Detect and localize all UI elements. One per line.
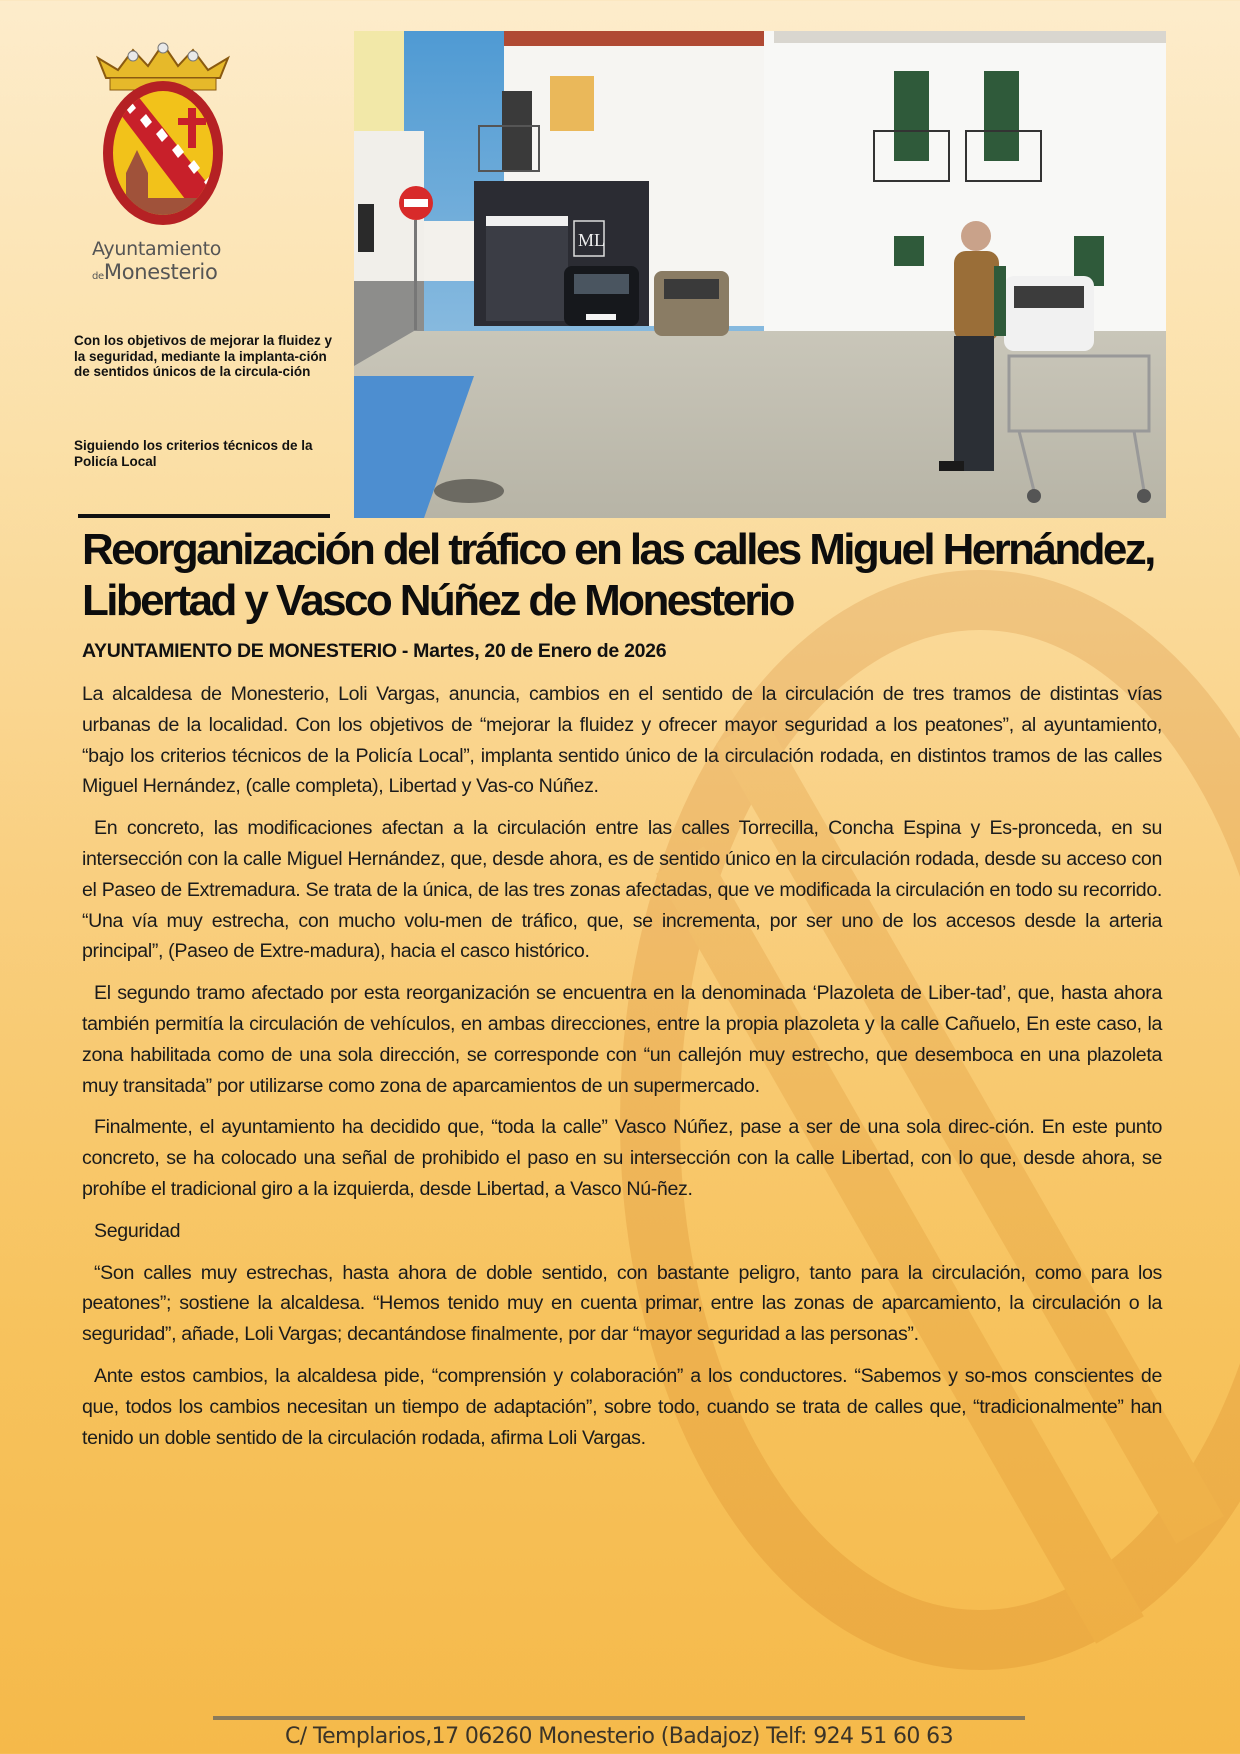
article-byline: AYUNTAMIENTO DE MONESTERIO - Martes, 20 de Enero de 2026	[82, 640, 667, 662]
logo-text-de: de	[92, 271, 104, 282]
footer-divider	[213, 1716, 1025, 1720]
logo-text-monesterio	[92, 260, 252, 284]
article-paragraph: “Son calles muy estrechas, hasta ahora de doble sentido, con bastante peligro, tanto para la circulación, como para los peatones”; sostiene la alcaldesa. “Hemos tenido muy en cuenta primar, entre las zonas de aparcamiento, la circulación o la seguridad”, añade, Loli Vargas; decantándose finalmente, por dar “mayor seguridad a las personas”.	[82, 1261, 1162, 1346]
article-paragraph: El segundo tramo afectado por esta reorganización se encuentra en la denominada ‘Plazoleta de Liber-tad’, que, hasta ahora también permitía la circulación de vehículos, en ambas direcciones, entre la propia plazoleta y la calle Cañuelo, En este caso, la zona habilitada como de una sola dirección, se corresponde con “un callejón muy estrecho, que desemboca en una plazoleta muy transitada” por utilizarse como zona de aparcamientos de un supermercado.	[82, 982, 1162, 1097]
article-paragraph: Ante estos cambios, la alcaldesa pide, “comprensión y colaboración” a los conductores. “Sabemos y so-mos conscientes de que, todos los cambios necesitan un tiempo de adaptación”, sobre todo, cuando se trata de calles que, “tradicionalmente” han tenido un doble sentido de la circulación rodada, afirma Loli Vargas.	[82, 1364, 1162, 1449]
side-note-criteria: Siguiendo los criterios técnicos de la Policía Local	[74, 438, 313, 469]
shop-sign: ML	[578, 230, 605, 250]
article-paragraph: En concreto, las modificaciones afectan a la circulación entre las calles Torrecilla, Concha Espina y Es-pronceda, en su intersección con la calle Miguel Hernández, que, desde ahora, es de sentido único en la circulación rodada, desde su acceso con el Paseo de Extremadura. Se trata de la única, de las tres zonas afectadas, que ve modificada la circulación en todo su recorrido. “Una vía muy estrecha, con mucho volu-men de tráfico, que, se incrementa, por ser uno de los accesos desde la arteria principal”, (Paseo de Extre-madura), hacia el casco histórico.	[82, 817, 1162, 963]
side-note-objectives: Con los objetivos de mejorar la fluidez y la seguridad, mediante la implanta-ción de sentidos únicos de la circula-ción	[74, 333, 333, 379]
article-subheading: Seguridad	[94, 1219, 181, 1242]
street-photo	[354, 31, 1166, 518]
article-body	[82, 679, 1162, 1464]
coat-of-arms-icon	[88, 38, 238, 238]
side-divider	[78, 514, 330, 518]
footer-address: C/ Templarios,17 06260 Monesterio (Badajoz) Telf: 924 51 60 63	[285, 1724, 953, 1749]
logo-text-town: Monesterio	[103, 260, 218, 284]
article-paragraph: La alcaldesa de Monesterio, Loli Vargas, anuncia, cambios en el sentido de la circulación de tres tramos de distintas vías urbanas de la localidad. Con los objetivos de “mejorar la fluidez y ofrecer mayor seguridad a los peatones”, al ayuntamiento, “bajo los criterios técnicos de la Policía Local”, implanta sentido único de la circulación rodada, en distintos tramos de las calles Miguel Hernández, (calle completa), Libertad y Vas-co Núñez.	[82, 683, 1162, 798]
article-headline: Reorganización del tráfico en las calles Miguel Hernández, Libertad y Vasco Núñez de Monesterio	[82, 525, 1154, 625]
article-paragraph: Finalmente, el ayuntamiento ha decidido que, “toda la calle” Vasco Núñez, pase a ser de una sola direc-ción. En este punto concreto, se ha colocado una señal de prohibido el paso en su intersección con la calle Libertad, con lo que, desde ahora, se prohíbe el tradicional giro a la izquierda, desde Libertad, a Vasco Nú-ñez.	[82, 1116, 1162, 1200]
street-scene-image	[354, 31, 1166, 518]
logo-text-ayuntamiento: Ayuntamiento	[92, 238, 222, 260]
